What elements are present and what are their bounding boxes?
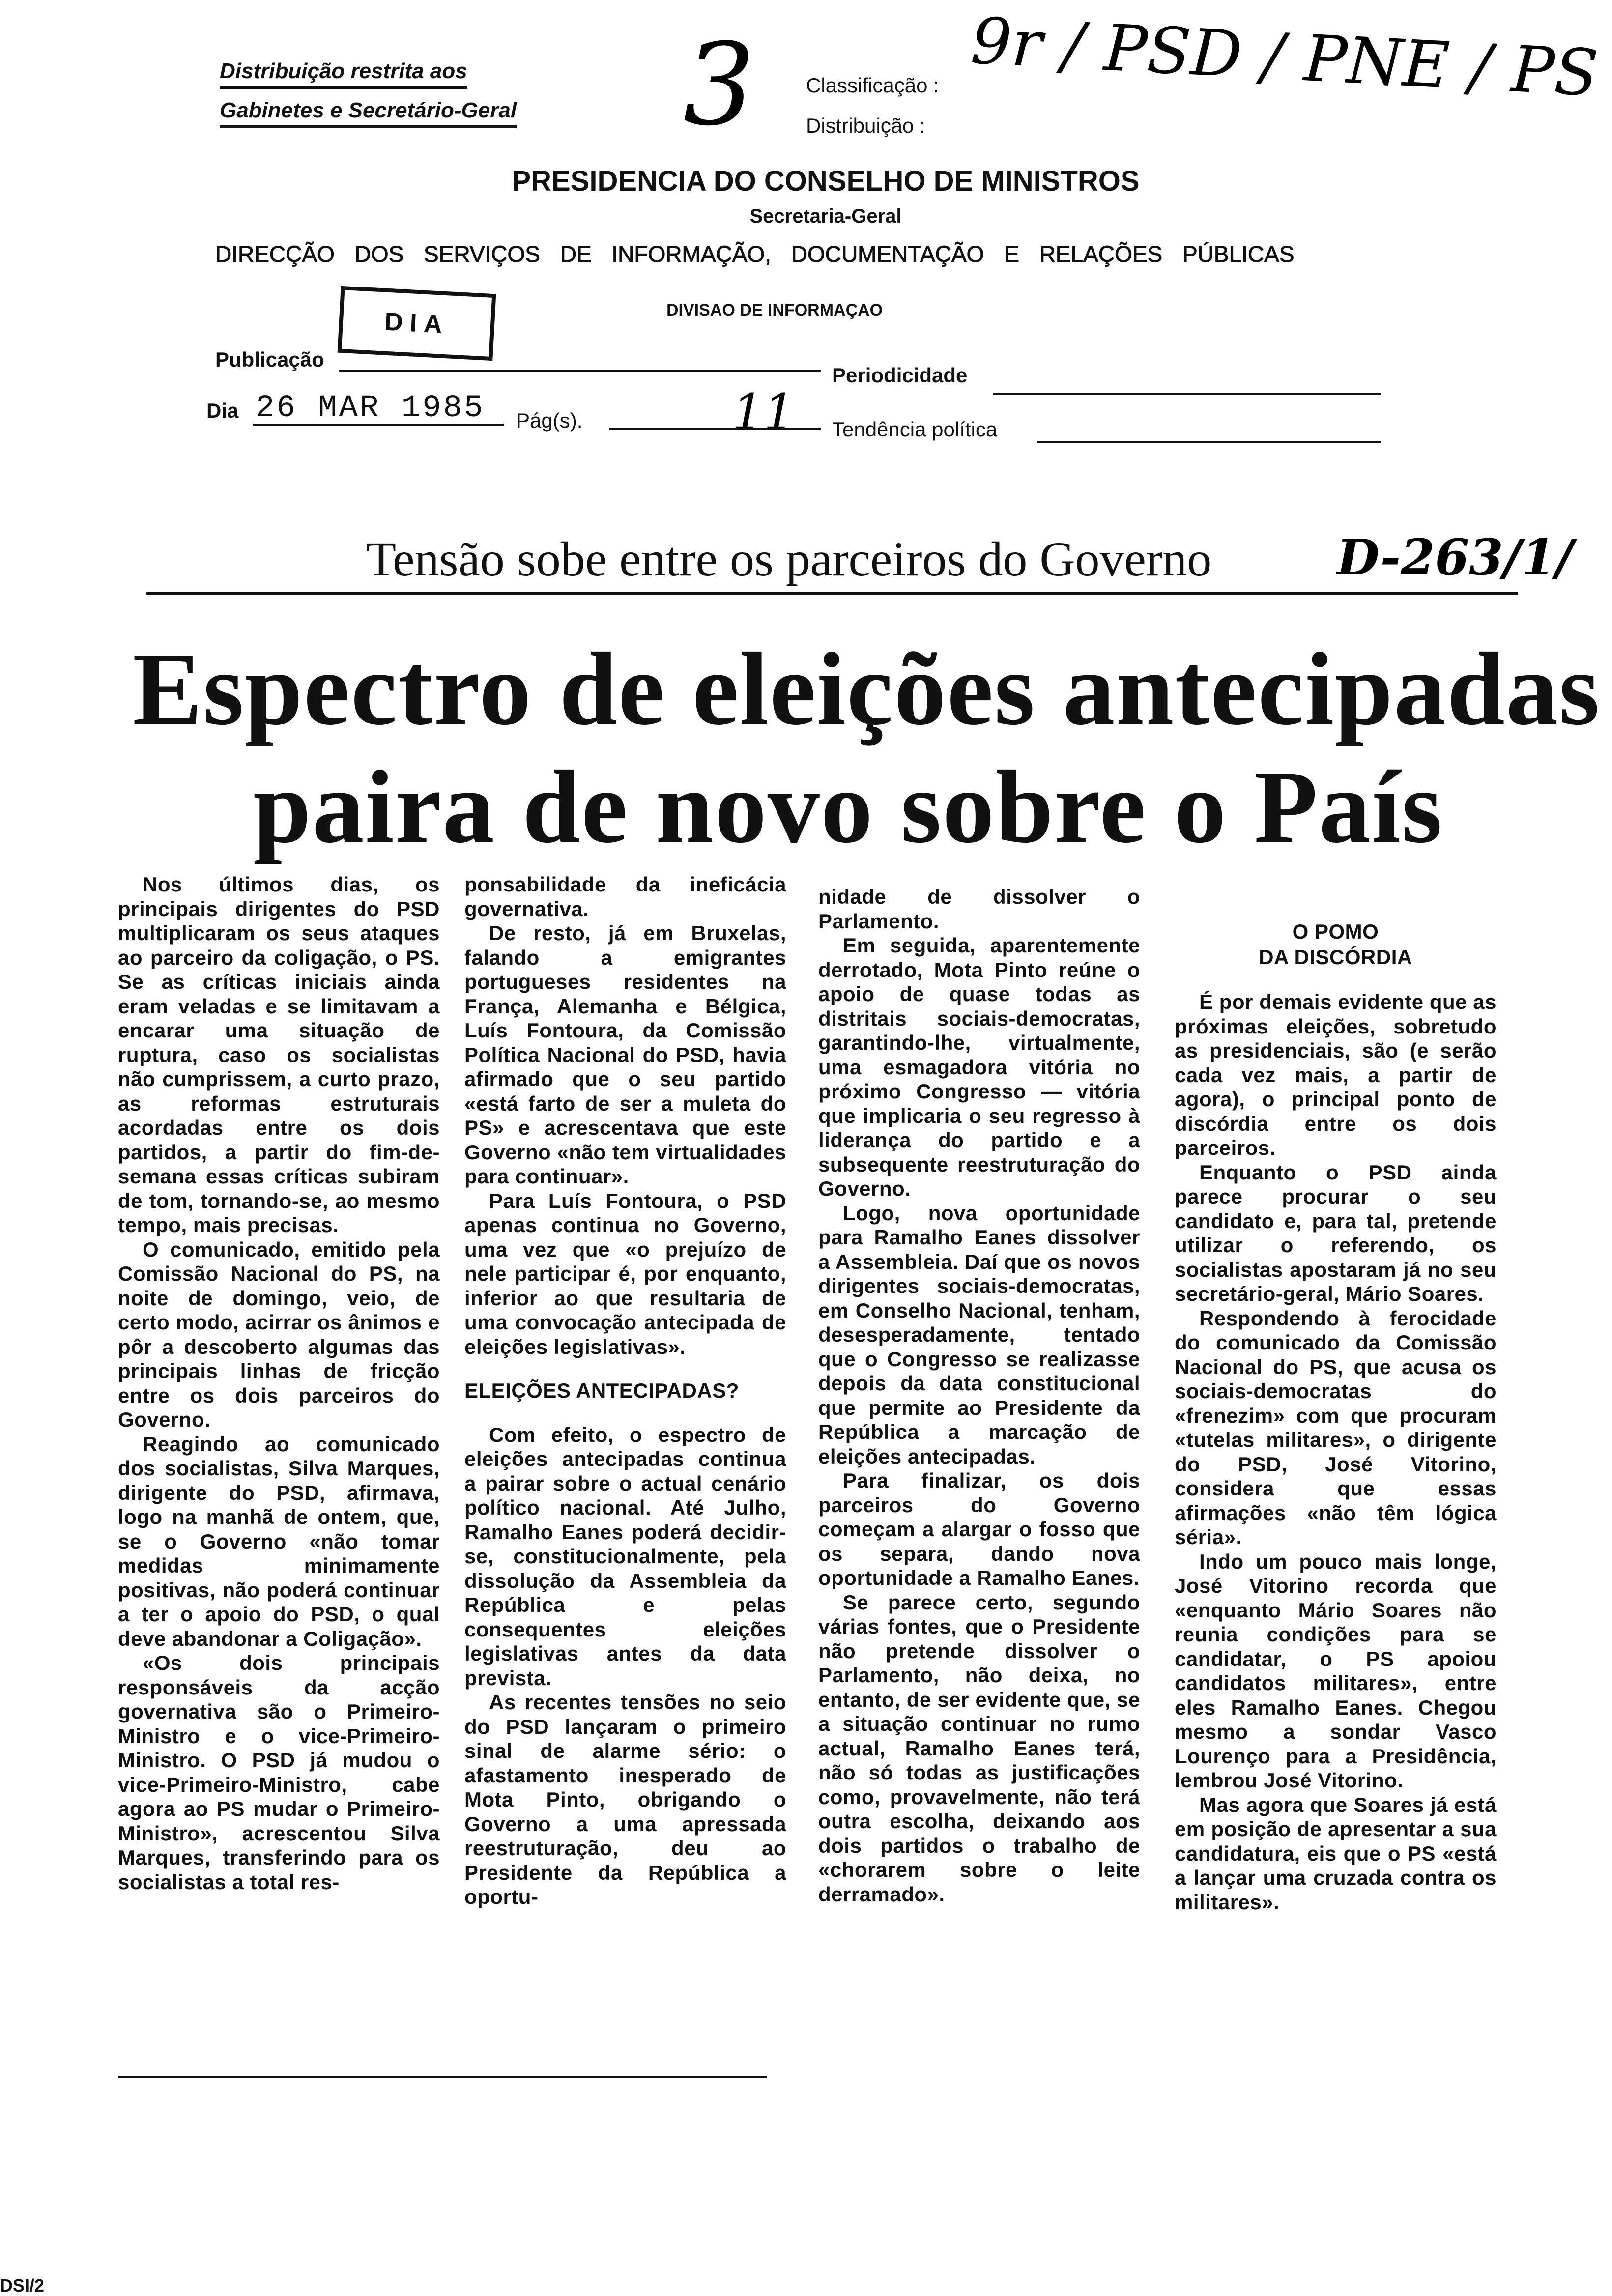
- paragraph: Enquanto o PSD ainda parece procurar o seu candidato e, para tal, pretende utilizar o referendo, os socialistas apostaram já no seu secretário-geral, Mário Soares.: [1175, 1160, 1497, 1305]
- classificacao-label: Classificação :: [806, 74, 939, 97]
- restricted-distribution-line2: Gabinetes e Secretário-Geral: [220, 98, 517, 128]
- handwritten-classification: 9r / PSD / PNE / PS: [969, 3, 1600, 111]
- paragraph: nidade de dissolver o Parlamento.: [818, 885, 1140, 933]
- pages-value: 11: [732, 383, 795, 441]
- paragraph: Em seguida, aparentemente derrotado, Mota Pinto reúne o apoio de quase todas as distritais sociais-democratas, garantindo-lhe, virtualmente, uma esmagadora vitória no próximo Congresso — vitória que implicaria o seu regresso à liderança do partido e a subsequente reestruturação do Governo.: [818, 934, 1140, 1200]
- tendencia-label: Tendência política: [832, 418, 998, 441]
- divisao-label: DIVISAO DE INFORMAÇAO: [666, 301, 883, 319]
- paragraph: Com efeito, o espectro de eleições antecipadas continua a pairar sobre o actual cenário político nacional. Até Julho, Ramalho Eanes poderá decidir-se, constitucionalmente, pela dissolução da Assembleia da República e pelas consequentes eleições legislativas antes da data prevista.: [464, 1423, 786, 1690]
- periodicidade-line: [993, 393, 1381, 395]
- headline-line2: paira de novo sobre o País: [253, 749, 1443, 864]
- article-column-1: [118, 872, 440, 1894]
- periodicidade-label: Periodicidade: [832, 364, 968, 387]
- paragraph: Logo, nova oportunidade para Ramalho Eanes dissolver a Assembleia. Daí que os novos dirigentes sociais-democratas, em Conselho Nacional, tenham, desesperadamente, tentado que o Congresso se realizasse depois da data constitucional que permite ao Presidente da República a marcação de eleições antecipadas.: [818, 1201, 1140, 1468]
- secretaria-label: Secretaria-Geral: [749, 205, 902, 227]
- paragraph: «Os dois principais responsáveis da acção governativa são o Primeiro-Ministro e o vice-Primeiro-Ministro. O PSD já mudou o vice-Primeiro-Ministro, cabe agora ao PS mudar o Primeiro-Ministro», acrescentou Silva Marques, transferindo para os socialistas a total res-: [118, 1651, 440, 1894]
- form-code: DSI/2: [0, 2275, 45, 2296]
- paragraph: É por demais evidente que as próximas eleições, sobretudo as presidenciais, são (e serão cada vez mais, a partir de agora), o principal ponto de discórdia entre os dois parceiros.: [1175, 990, 1497, 1159]
- subhead-line: O POMO: [1292, 920, 1379, 943]
- paragraph: As recentes tensões no seio do PSD lançaram o primeiro sinal de alarme sério: o afastamento inesperado de Mota Pinto, obrigando o Governo a uma apressada reestruturação, deu ao Presidente da República a oportu-: [464, 1691, 786, 1908]
- kicker-rule: [146, 592, 1518, 595]
- publicacao-line: [339, 370, 821, 372]
- article-column-4: [1175, 919, 1497, 1914]
- paragraph: ponsabilidade da ineficácia governativa.: [464, 873, 786, 920]
- handwritten-number: 3: [683, 20, 755, 151]
- article-kicker: Tensão sobe entre os parceiros do Governo: [366, 532, 1212, 586]
- dia-line: [253, 424, 504, 426]
- publication-stamp: DIA: [338, 286, 496, 361]
- pages-label: Pág(s).: [516, 409, 583, 432]
- paragraph: De resto, já em Bruxelas, falando a emigrantes portugueses residentes na França, Alemanha e Bélgica, Luís Fontoura, da Comissão Política Nacional do PSD, havia afirmado que o seu partido «está farto de ser a muleta do PS» e acrescentava que este Governo «não tem virtualidades para continuar».: [464, 921, 786, 1188]
- headline-line1: Espectro de eleições antecipadas: [133, 631, 1601, 746]
- paragraph: Reagindo ao comunicado dos socialistas, Silva Marques, dirigente do PSD, afirmava, logo na manhã de ontem, que, se o Governo «não tomar medidas minimamente positivas, não poderá continuar a ter o apoio do PSD, o qual deve abandonar a Coligação».: [118, 1432, 440, 1650]
- subhead-pomo-da-discordia: [1175, 919, 1497, 970]
- subhead-line: DA DISCÓRDIA: [1259, 946, 1412, 969]
- paragraph: Nos últimos dias, os principais dirigentes do PSD multiplicaram os seus ataques ao parceiro da coligação, o PS. Se as críticas iniciais ainda eram veladas e se limitavam a encarar uma situação de ruptura, caso os socialistas não cumprissem, a curto prazo, as reformas estruturais acordadas entre os dois partidos, a partir do fim-de-semana essas críticas subiram de tom, tornando-se, ao mesmo tempo, mais precisas.: [118, 873, 440, 1236]
- tendencia-line: [1037, 441, 1381, 443]
- paragraph: Respondendo à ferocidade do comunicado da Comissão Nacional do PS, que acusa os sociais-democratas do «frenezim» com que procuram «tutelas militares», o dirigente do PSD, José Vitorino, considera que essas afirmações «não têm lógica séria».: [1175, 1306, 1497, 1549]
- date-stamp: 26 MAR 1985: [256, 391, 485, 426]
- direccao-title: DIRECÇÃO DOS SERVIÇOS DE INFORMAÇÃO, DOCUMENTAÇÃO E RELAÇÕES PÚBLICAS: [215, 241, 1295, 267]
- dia-label: Dia: [206, 399, 239, 422]
- institution-title: PRESIDENCIA DO CONSELHO DE MINISTROS: [512, 165, 1140, 197]
- article-column-2: [464, 872, 786, 1909]
- subhead-eleicoes-antecipadas: ELEIÇÕES ANTECIPADAS?: [464, 1379, 739, 1402]
- distribuicao-label: Distribuição :: [806, 114, 925, 137]
- publicacao-label: Publicação: [215, 348, 324, 371]
- paragraph: Para finalizar, os dois parceiros do Governo começam a alargar o fosso que os separa, dando nova oportunidade a Ramalho Eanes.: [818, 1469, 1140, 1589]
- paragraph: Se parece certo, segundo várias fontes, que o Presidente não pretende dissolver o Parlamento, não deixa, no entanto, de ser evidente que, se a situação continuar no rumo actual, Ramalho Eanes terá, não só todas as justificações como, provavelmente, não terá outra escolha, deixando aos dois partidos o trabalho de «chorarem sobre o leite derramado».: [818, 1590, 1140, 1906]
- bottom-rule: [118, 2076, 767, 2078]
- paragraph: Indo um pouco mais longe, José Vitorino recorda que «enquanto Mário Soares não reunia condições para se candidatar, o PS apoiou candidatos militares», entre eles Ramalho Eanes. Chegou mesmo a sondar Vasco Lourenço para a Presidência, lembrou José Vitorino.: [1175, 1550, 1497, 1792]
- pages-line: [609, 428, 821, 430]
- article-column-3: [818, 885, 1140, 1906]
- restricted-distribution-line1: Distribuição restrita aos: [220, 59, 467, 89]
- paragraph: Para Luís Fontoura, o PSD apenas continua no Governo, uma vez que «o prejuízo de nele participar é, por enquanto, inferior ao que resultaria de uma convocação antecipada de eleições legislativas».: [464, 1189, 786, 1358]
- paragraph: Mas agora que Soares já está em posição de apresentar a sua candidatura, eis que o PS «está a lançar uma cruzada contra os militares».: [1175, 1793, 1497, 1914]
- handwritten-reference: D-263/1/: [1337, 528, 1574, 586]
- paragraph: O comunicado, emitido pela Comissão Nacional do PS, na noite de domingo, veio, de certo modo, acirrar os ânimos e pôr a descoberto algumas das principais linhas de fricção entre os dois parceiros do Governo.: [118, 1237, 440, 1431]
